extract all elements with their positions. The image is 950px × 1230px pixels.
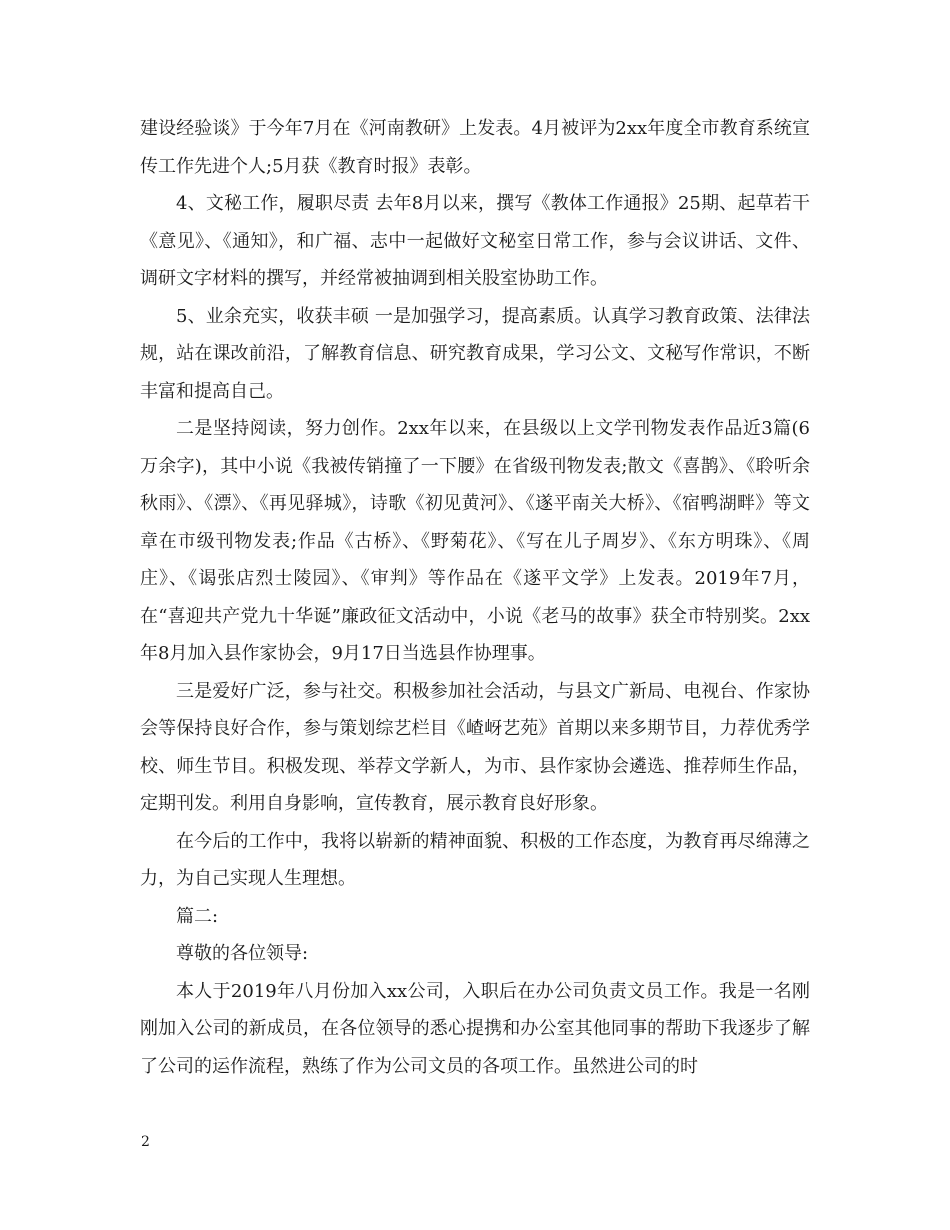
paragraph-5: 三是爱好广泛，参与社交。积极参加社会活动，与县文广新局、电视台、作家协会等保持良好合作，参与策划综艺栏目《嵖岈艺苑》首期以来多期节目，力荐优秀学校、师生节目。积极发现、举荐文学新人，为市、县作家协会遴选、推荐师生作品，定期刊发。利用自身影响，宣传教育，展示教育良好形象。 xyxy=(140,680,810,814)
document-body xyxy=(140,110,810,1085)
paragraph-1: 建设经验谈》于今年7月在《河南教研》上发表。4月被评为2xx年度全市教育系统宣传工作先进个人;5月获《教育时报》表彰。 xyxy=(140,118,810,177)
paragraph-9: 本人于2019年八月份加入xx公司，入职后在办公司负责文员工作。我是一名刚刚加入公司的新成员，在各位领导的悉心提携和办公室其他同事的帮助下我逐步了解了公司的运作流程，熟练了作为公司文员的各项工作。虽然进公司的时 xyxy=(140,980,810,1077)
section-heading: 篇二: xyxy=(176,905,219,927)
salutation: 尊敬的各位领导: xyxy=(176,943,309,964)
page-number: 2 xyxy=(141,1134,150,1150)
paragraph-4: 二是坚持阅读，努力创作。2xx年以来，在县级以上文学刊物发表作品近3篇(6万余字)，其中小说《我被传销撞了一下腰》在省级刊物发表;散文《喜鹊》、《聆听余秋雨》、《漂》、《再见驿城》，诗歌《初见黄河》、《遂平南关大桥》、《宿鸭湖畔》等文章在市级刊物发表;作品《古桥》、《野菊花》、《写在儿子周岁》、《东方明珠》、《周庄》、《谒张店烈士陵园》、《审判》等作品在《遂平文学》上发表。2019年7月，在“喜迎共产党九十华诞”廉政征文活动中，小说《老马的故事》获全市特别奖。2xx年8月加入县作家协会，9月17日当选县作协理事。 xyxy=(140,418,810,664)
paragraph-2: 4、文秘工作，履职尽责 去年8月以来，撰写《教体工作通报》25期、起草若干《意见》、《通知》，和广福、志中一起做好文秘室日常工作，参与会议讲话、文件、调研文字材料的撰写，并经常被抽调到相关股室协助工作。 xyxy=(140,193,810,289)
paragraph-3: 5、业余充实，收获丰硕 一是加强学习，提高素质。认真学习教育政策、法律法规，站在课改前沿，了解教育信息、研究教育成果，学习公文、文秘写作常识，不断丰富和提高自己。 xyxy=(140,305,810,402)
paragraph-6: 在今后的工作中，我将以崭新的精神面貌、积极的工作态度，为教育再尽绵薄之力，为自己实现人生理想。 xyxy=(140,830,810,889)
